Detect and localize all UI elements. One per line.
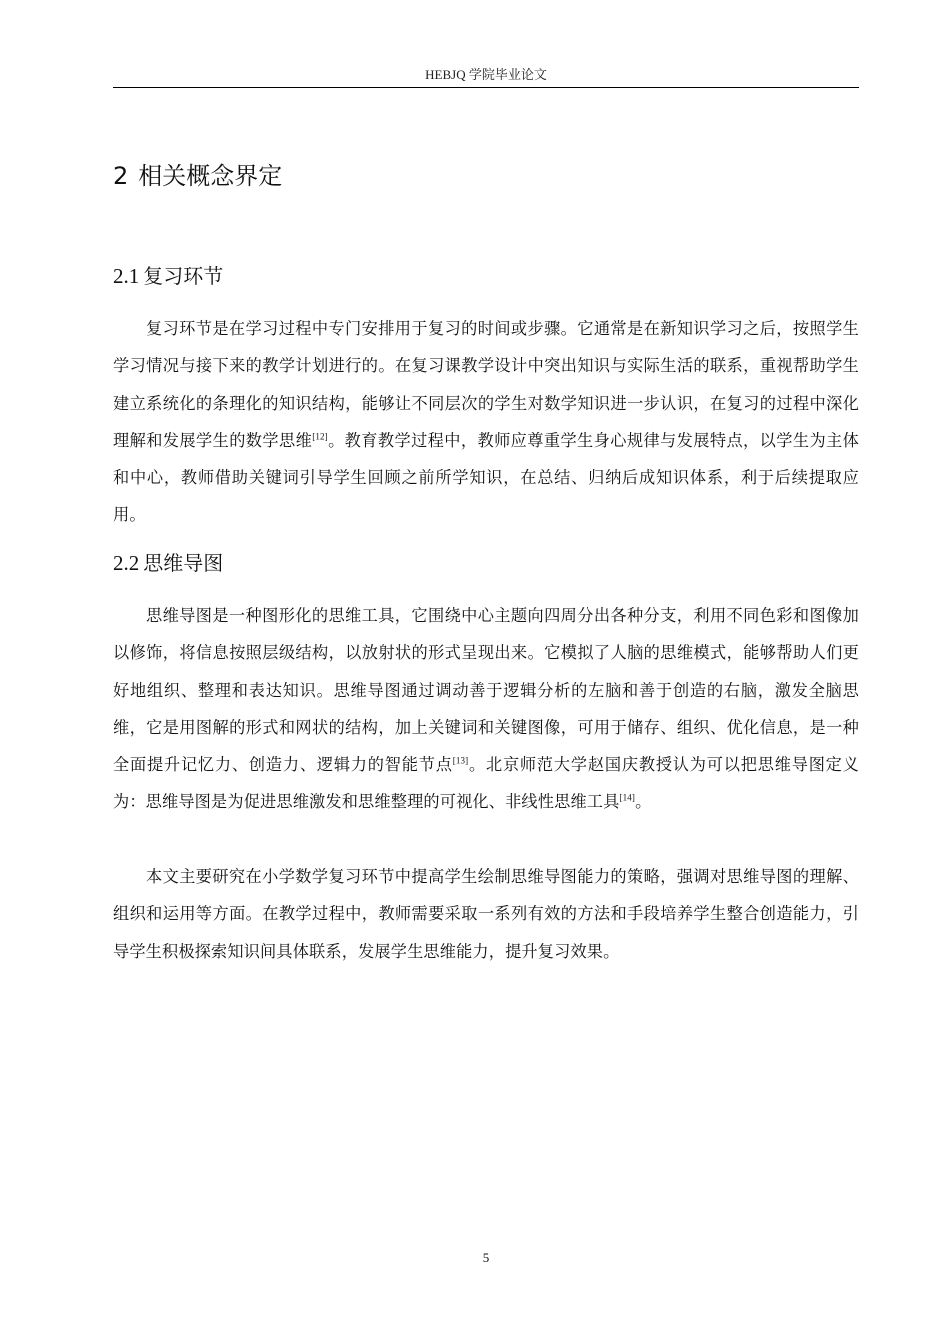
paragraph-review-definition xyxy=(113,310,859,534)
citation: [12] xyxy=(312,431,328,442)
chapter-title xyxy=(113,160,282,192)
chapter-number: 2 xyxy=(113,162,129,190)
paragraph-text: 。教育教学过程中，教师应尊重学生身心规律与发展特点，以学生为主体和中心，教师借助关键词引导学生回顾之前所学知识，在总结、归纳后成知识体系，利于后续提取应用。 xyxy=(113,430,859,525)
paragraph-mind-map-definition xyxy=(113,597,859,821)
section-title-text: 思维导图 xyxy=(143,551,224,575)
paragraph-text: 本文主要研究在小学数学复习环节中提高学生绘制思维导图能力的策略，强调对思维导图的理解、组织和运用等方面。在教学过程中，教师需要采取一系列有效的方法和手段培养学生整合创造能力，引导学生积极探索知识间具体联系，发展学生思维能力，提升复习效果。 xyxy=(113,867,859,961)
paragraph-research-focus xyxy=(113,858,859,970)
paragraph-text: 复习环节是在学习过程中专门安排用于复习的时间或步骤。它通常是在新知识学习之后，按照学生学习情况与接下来的教学计划进行的。在复习课教学设计中突出知识与实际生活的联系，重视帮助学生建立系统化的条理化的知识结构，能够让不同层次的学生对数学知识进一步认识，在复习的过程中深化理解和发展学生的数学思维 xyxy=(113,319,859,450)
header-rule xyxy=(113,87,859,88)
page-number: 5 xyxy=(482,1250,490,1265)
paragraph-text: 。 xyxy=(635,792,652,812)
section-title-mind-map xyxy=(113,549,223,577)
citation: [13] xyxy=(452,755,469,766)
paragraph-text: 思维导图是一种图形化的思维工具，它围绕中心主题向四周分出各种分支，利用不同色彩和图像加以修饰，将信息按照层级结构，以放射状的形式呈现出来。它模拟了人脑的思维模式，能够帮助人们更好地组织、整理和表达知识。思维导图通过调动善于逻辑分析的左脑和善于创造的右脑，激发全脑思维，它是用图解的形式和网状的结构，加上关键词和关键图像，可用于储存、组织、优化信息，是一种全面提升记忆力、创造力、逻辑力的智能节点 xyxy=(113,606,859,775)
section-number: 2.1 xyxy=(113,264,140,288)
section-number: 2.2 xyxy=(113,551,140,575)
running-header: HEBJQ 学院毕业论文 xyxy=(425,67,547,82)
citation: [14] xyxy=(619,792,636,803)
paragraph-text: 。北京师范大学赵国庆教授认为可以把思维导图定义为：思维导图是为促进思维激发和思维整理的可视化、非线性思维工具 xyxy=(113,755,859,812)
section-title-review xyxy=(113,262,223,290)
chapter-title-text: 相关概念界定 xyxy=(138,162,283,190)
section-title-text: 复习环节 xyxy=(143,264,224,288)
